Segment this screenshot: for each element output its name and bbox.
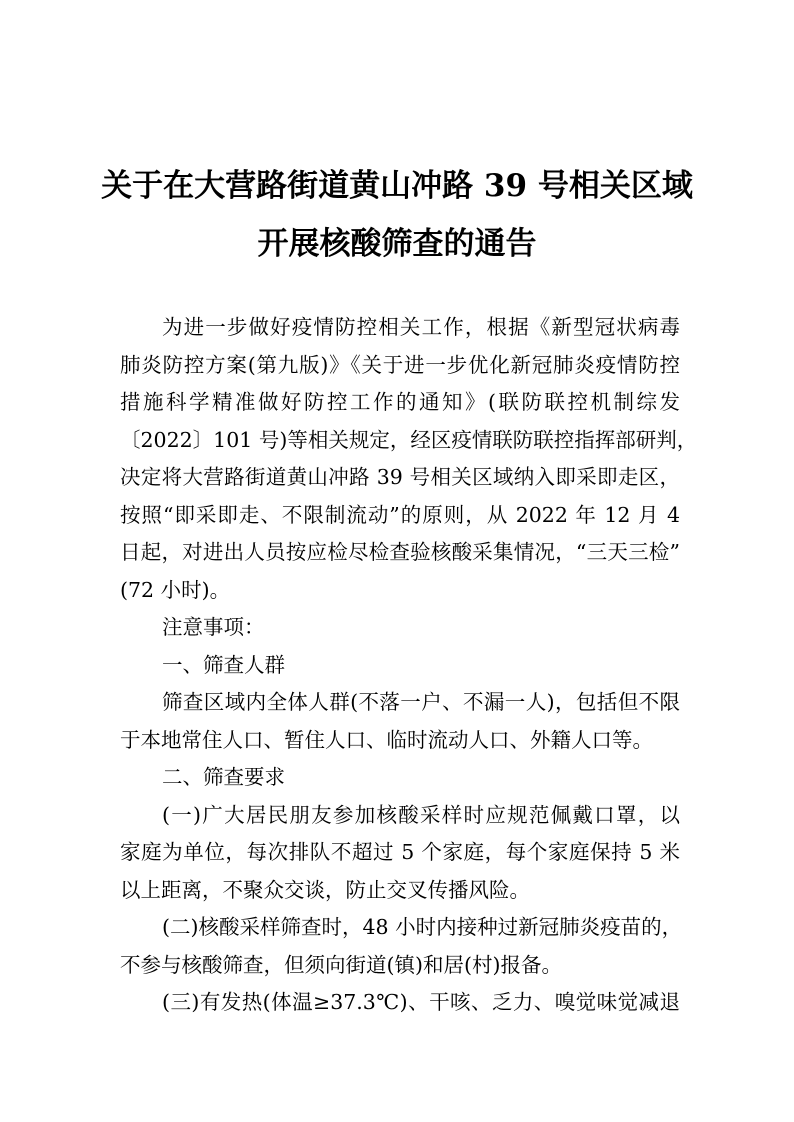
paragraph-line: 不参与核酸筛查，但须向街道(镇)和居(村)报备。 (120, 952, 562, 977)
paragraph-line: 决定将大营路街道黄山冲路 39 号相关区域纳入即采即走区， (120, 465, 680, 489)
paragraph-line: 筛查区域内全体人群(不落一户、不漏一人)，包括但不限 (162, 690, 680, 714)
notes-heading: 注意事项： (162, 615, 265, 639)
paragraph-line: 家庭为单位，每次排队不超过 5 个家庭，每个家庭保持 5 米 (120, 840, 680, 864)
paragraph-line: 为进一步做好疫情防控相关工作，根据《新型冠状病毒 (162, 315, 680, 339)
paragraph-line: 于本地常住人口、暂住人口、临时流动人口、外籍人口等。 (120, 727, 653, 752)
title-line-2: 开展核酸筛查的通告 (257, 226, 537, 262)
paragraph-line: 按照“即采即走、不限制流动”的原则，从 2022 年 12 月 4 (120, 502, 680, 527)
paragraph-line: (72 小时)。 (120, 577, 231, 602)
paragraph-line: (三)有发热(体温≥37.3℃)、干咳、乏力、嗅觉味觉减退 (162, 990, 680, 1014)
paragraph-line: 以上距离，不聚众交谈，防止交叉传播风险。 (120, 877, 530, 902)
paragraph-line: 日起，对进出人员按应检尽检查验核酸采集情况，“三天三检” (120, 540, 680, 564)
paragraph-line: 措施科学精准做好防控工作的通知》(联防联控机制综发 (120, 390, 680, 414)
paragraph-line: (一)广大居民朋友参加核酸采样时应规范佩戴口罩，以 (162, 802, 680, 827)
section-heading: 二、筛查要求 (162, 765, 285, 789)
section-heading: 一、筛查人群 (162, 652, 285, 677)
paragraph-line: (二)核酸采样筛查时，48 小时内接种过新冠肺炎疫苗的， (162, 915, 683, 939)
paragraph-line: 〔2022〕101 号)等相关规定，经区疫情联防联控指挥部研判， (120, 427, 698, 452)
paragraph-line: 肺炎防控方案(第九版)》《关于进一步优化新冠肺炎疫情防控 (120, 352, 680, 377)
document-body (120, 309, 698, 1022)
title-line-1: 关于在大营路街道黄山冲路 39 号相关区域 (101, 168, 693, 204)
